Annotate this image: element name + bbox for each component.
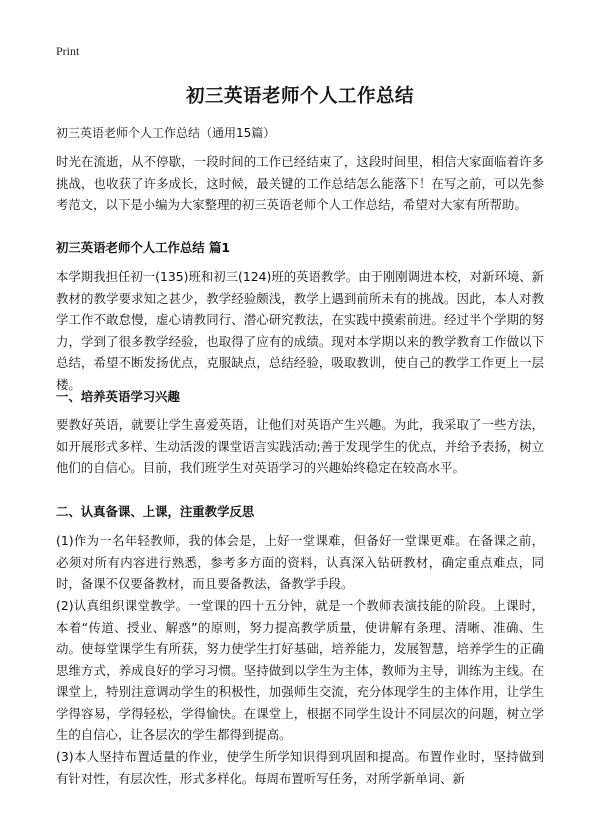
document-title: 初三英语老师个人工作总结 xyxy=(185,86,414,107)
section-heading: 初三英语老师个人工作总结 篇1 xyxy=(56,240,231,255)
intro-paragraph: 时光在流逝，从不停歇，一段时间的工作已经结束了，这段时间里，相信大家面临着许多挑战，也收获了许多成长，这时候，最关键的工作总结怎么能落下！在写之前，可以先参考范文，以下是小编为大家整理的初三英语老师个人工作总结，希望对大家有所帮助。 xyxy=(56,154,544,212)
lesson-prep-paragraph-1: (1)作为一名年轻教师，我的体会是，上好一堂课难，但备好一堂课更难。在备课之前，必须对所有内容进行熟悉，参考多方面的资料，认真深入钻研教材，确定重点难点，同时，备课不仅要备教材，而且要备教法，备教学手段。 xyxy=(56,533,544,591)
print-label: Print xyxy=(56,44,80,58)
subheading-interest: 一、培养英语学习兴趣 xyxy=(56,389,180,404)
section1-paragraph: 本学期我担任初一(135)班和初三(124)班的英语教学。由于刚刚调进本校，对新环境、新教材的教学要求知之甚少，教学经验颇浅，教学上遇到前所未有的挑战。因此，本人对教学工作不敢怠慢，虚心请教同行、潜心研究教法，在实践中摸索前进。经过半个学期的努力，学到了很多教学经验，也取得了应有的成绩。现对本学期以来的教学教育工作做以下总结，希望不断发扬优点，克服缺点，总结经验，吸取教训，使自己的教学工作更上一层楼。 xyxy=(56,269,544,392)
subheading-lesson-prep: 二、认真备课、上课，注重教学反思 xyxy=(56,504,255,519)
document-subtitle: 初三英语老师个人工作总结（通用15篇） xyxy=(56,126,276,140)
lesson-prep-paragraph-2: (2)认真组织课堂教学。一堂课的四十五分钟，就是一个教师表演技能的阶段。上课时，本着“传道、授业、解惑”的原则，努力提高教学质量，使讲解有条理、清晰、准确、生动。使每堂课学生有所获，努力使学生打好基础，培养能力，发展智慧，培养学生的正确思维方式，养成良好的学习习惯。坚持做到以学生为主体，教师为主导，训练为主线。在课堂上，特别注意调动学生的积极性，加强师生交流，充分体现学生的主体作用，让学生学得容易，学得轻松，学得愉快。在课堂上，根据不同学生设计不同层次的问题，树立学生的自信心，让各层次的学生都得到提高。 xyxy=(56,598,544,742)
lesson-prep-paragraph-3: (3)本人坚持布置适量的作业，使学生所学知识得到巩固和提高。布置作业时，坚持做到有针对性，有层次性，形式多样化。每周布置听写任务，对所学新单词、新 xyxy=(56,749,544,786)
interest-paragraph: 要教好英语，就要让学生喜爱英语，让他们对英语产生兴趣。为此，我采取了一些方法，如开展形式多样、生动活泼的课堂语言实践活动;善于发现学生的优点，并给予表扬，树立他们的自信心。目前，我们班学生对英语学习的兴趣始终稳定在较高水平。 xyxy=(56,417,544,475)
